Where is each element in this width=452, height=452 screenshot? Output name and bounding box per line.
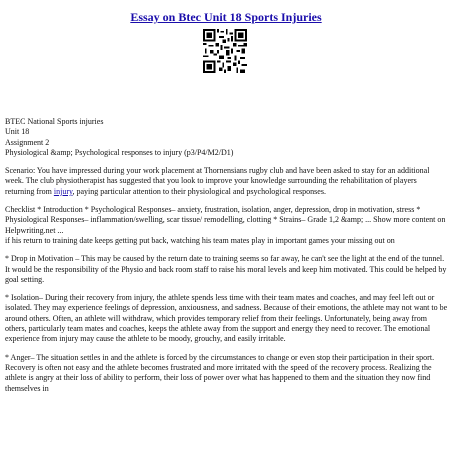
body-paragraph: * Drop in Motivation – This may be caused by the return date to training seems so far away, he can't see the light at the end of the tunnel. It would be the responsibility of the Physio and back room staff to raise his moral levels and keep him motivated. This could be helped by goal setting. [5, 254, 447, 284]
heading-line: Physiological &amp; Psychological responses to injury (p3/P4/M2/D1) [5, 147, 234, 157]
checklist-paragraph [5, 205, 448, 246]
heading-line: BTEC National Sports injuries [5, 117, 104, 126]
body-paragraph: * Anger– The situation settles in and the athlete is forced by the circumstances to change or even stop their participation in their sport. Recovery is often not easy and the athlete becomes frustrated and more irritated with the speed of the recovery process. Realizing the athlete is angry at their loss of ability to perform, their loss of power over what has happened to them and the situation they now find themselves in [5, 352, 435, 393]
scenario-text: Scenario: You have impressed during your work placement at Thornensians rugby club and have been asked to stay for an additional week. The club physiotherapist has suggested that you look to improve your knowledge surrounding the rehabilitation of players returning from [5, 166, 430, 196]
body-paragraph: * Isolation– During their recovery from injury, the athlete spends less time with their team mates and coaches, and may feel left out or isolated. They may experience feelings of depression, anxiousness, and sadness. Because of their emotions, the athlete may not want to be around others. Often, an athlete will withdraw, which provides temporary relief from their feelings. Unfortunately, being away from others, particularly team mates and coaches, keeps the athlete away from the support and energy they need to recover. The emotional experience from injury may cause the athlete to be moody, grouchy, and easily irritable. [5, 293, 448, 344]
assignment-heading [5, 117, 448, 158]
scenario-text-end: , paying particular attention to their physiological and psychological responses. [72, 186, 326, 196]
checklist-text: Checklist * Introduction * Psychological Responses– anxiety, frustration, isolation, anger, depression, drop in motivation, stress * Physiological Responses– inflammation/swelling, scar tissue/ remodelling, clotting * Strains– Grade 1,2 &amp; ... Show more content on Helpwriting.net ... [5, 205, 446, 235]
scenario-paragraph [5, 166, 448, 197]
heading-line: Unit 18 [5, 127, 30, 137]
injury-link[interactable]: injury [53, 186, 73, 196]
page-title[interactable]: Essay on Btec Unit 18 Sports Injuries [130, 10, 322, 24]
heading-line: Assignment 2 [5, 137, 50, 147]
continuation-text: if his return to training date keeps getting put back, watching his team mates play in important games your missing out on [5, 235, 395, 245]
qr-code-icon [203, 29, 247, 73]
essay-body [5, 117, 448, 402]
